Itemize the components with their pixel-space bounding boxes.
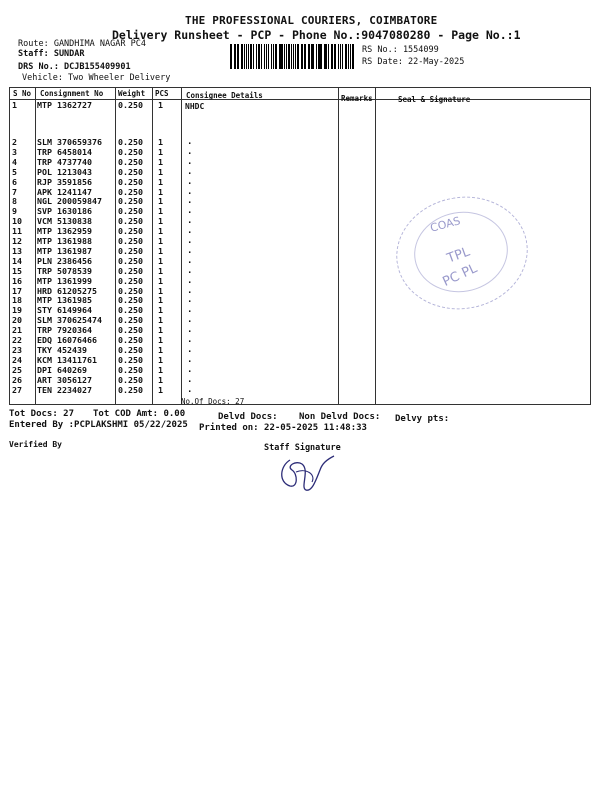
row-consignment-number: SLM 370659376 (37, 137, 102, 147)
barcode-bar (293, 44, 294, 69)
row-consignee-details: . (187, 354, 193, 365)
barcode-bar (230, 44, 232, 69)
barcode-bar (268, 44, 269, 69)
vehicle-label: Vehicle: Two Wheeler Delivery (22, 73, 171, 83)
row-consignee-details: . (187, 265, 193, 276)
row-weight: 0.250 (118, 305, 143, 316)
barcode-bar (280, 44, 282, 69)
row-serial-number: 14 (12, 255, 22, 266)
row-pieces: 1 (158, 166, 163, 177)
barcode-bar (352, 44, 354, 69)
row-serial-number: 13 (12, 245, 22, 256)
barcode-bar (297, 44, 299, 69)
table-row (9, 147, 379, 157)
delivered-docs: Delvd Docs: (218, 412, 278, 422)
barcode-bar (304, 44, 305, 69)
row-serial-number: 10 (12, 216, 22, 227)
row-consignment-number: SVP 1630186 (37, 206, 92, 217)
barcode-bar (312, 44, 314, 69)
row-serial-number: 17 (12, 285, 22, 296)
row-serial-number: 20 (12, 315, 22, 326)
row-weight: 0.250 (118, 364, 143, 375)
table-row (9, 276, 379, 286)
row-consignee-details: . (187, 255, 193, 266)
drs-number: DRS No.: DCJB155409901 (18, 62, 131, 72)
row-consignment-number: KCM 13411761 (37, 354, 97, 365)
barcode-bar (271, 44, 272, 69)
table-row (9, 157, 379, 167)
row-pieces: 1 (158, 236, 163, 246)
row-weight: 0.250 (118, 146, 143, 157)
row-pieces: 1 (158, 315, 163, 326)
barcode-bar (256, 44, 257, 69)
barcode-bar (241, 44, 243, 69)
row-weight: 0.250 (118, 137, 143, 147)
table-row (9, 335, 379, 345)
barcode-bar (264, 44, 265, 69)
row-weight: 0.250 (118, 255, 143, 266)
staff-label: Staff: SUNDAR (18, 49, 85, 59)
row-serial-number: 2 (12, 137, 17, 147)
table-row (9, 196, 379, 206)
delivery-points: Delvy pts: (395, 414, 450, 424)
row-weight: 0.250 (118, 166, 143, 177)
row-consignee-details: . (187, 285, 193, 296)
row-weight: 0.250 (118, 344, 143, 355)
table-row (9, 295, 379, 305)
row-serial-number: 27 (12, 384, 22, 395)
no-of-docs: No.Of Docs: 27 (181, 397, 245, 406)
table-row (9, 236, 379, 246)
table-row (9, 256, 379, 266)
row-serial-number: 16 (12, 275, 22, 286)
row-pieces: 1 (158, 137, 163, 147)
row-pieces: 1 (158, 100, 163, 110)
row-pieces: 1 (158, 285, 163, 296)
row-consignment-number: POL 1213043 (37, 166, 92, 177)
row-consignment-number: MTP 1362959 (37, 226, 92, 237)
row-pieces: 1 (158, 325, 163, 336)
row-consignee-details: . (187, 315, 193, 326)
row-weight: 0.250 (118, 335, 143, 345)
row-weight: 0.250 (118, 285, 143, 296)
barcode-bar (286, 44, 287, 69)
barcode-bar (342, 44, 343, 69)
table-row (9, 345, 379, 355)
row-weight: 0.250 (118, 354, 143, 365)
row-pieces: 1 (158, 335, 163, 345)
row-pieces: 1 (158, 216, 163, 227)
row-consignee-details: . (187, 364, 193, 375)
row-pieces: 1 (158, 305, 163, 316)
row-consignment-number: MTP 1361985 (37, 295, 92, 306)
rs-date: RS Date: 22-May-2025 (362, 57, 465, 67)
row-consignment-number: TRP 5078539 (37, 265, 92, 276)
row-consignee-details: . (187, 186, 193, 197)
row-consignment-number: APK 1241147 (37, 186, 92, 197)
row-consignee-details: . (187, 275, 193, 286)
col-header-pcs: PCS (155, 89, 169, 98)
row-pieces: 1 (158, 176, 163, 187)
table-row (9, 385, 379, 395)
row-weight: 0.250 (118, 226, 143, 237)
stamp-text-top: COAS (428, 214, 462, 235)
barcode-bar (325, 44, 327, 69)
row-pieces: 1 (158, 196, 163, 207)
barcode-bar (288, 44, 290, 69)
row-weight: 0.250 (118, 384, 143, 395)
barcode-bar (273, 44, 275, 69)
barcode-bar (318, 44, 319, 69)
row-weight: 0.250 (118, 236, 143, 246)
row-consignment-number: NGL 200059847 (37, 196, 102, 207)
row-pieces: 1 (158, 146, 163, 157)
route-label: Route: GANDHIMA NAGAR PC4 (18, 39, 146, 49)
row-pieces: 1 (158, 186, 163, 197)
barcode-bar (334, 44, 336, 69)
table-row (9, 305, 379, 315)
row-consignment-number: MTP 1361988 (37, 236, 92, 246)
row-consignment-number: TRP 6458014 (37, 146, 92, 157)
barcode-bar (291, 44, 292, 69)
table-row (9, 246, 379, 256)
row-consignee-details: . (187, 176, 193, 187)
row-consignment-number: MTP 1362727 (37, 100, 92, 110)
row-pieces: 1 (158, 364, 163, 375)
col-header-sno: S No (13, 89, 32, 98)
row-weight: 0.250 (118, 176, 143, 187)
row-weight: 0.250 (118, 295, 143, 306)
barcode-bar (348, 44, 349, 69)
table-row (9, 315, 379, 325)
table-row (9, 100, 379, 110)
table-row (9, 177, 379, 187)
barcode-bar (266, 44, 268, 69)
row-serial-number: 21 (12, 325, 22, 336)
stamp-text-mid: TPL (445, 244, 472, 267)
barcode-bar (345, 44, 347, 69)
row-consignment-number: HRD 61205275 (37, 285, 97, 296)
barcode-bar (261, 44, 262, 69)
row-consignment-number: TKY 452439 (37, 344, 87, 355)
barcode-image (230, 44, 355, 69)
row-serial-number: 19 (12, 305, 22, 316)
barcode-bar (284, 44, 285, 69)
row-weight: 0.250 (118, 100, 143, 110)
table-row (9, 286, 379, 296)
staff-signature-label: Staff Signature (264, 443, 341, 453)
row-consignment-number: SLM 370625474 (37, 315, 102, 326)
row-weight: 0.250 (118, 245, 143, 256)
row-consignment-number: DPI 640269 (37, 364, 87, 375)
row-consignee-details: . (187, 216, 193, 227)
barcode-bar (235, 44, 236, 69)
col-header-seal-signature: Seal & Signature (398, 95, 471, 104)
total-cod-amount: Tot COD Amt: 0.00 (93, 409, 186, 419)
row-weight: 0.250 (118, 186, 143, 197)
barcode-bar (250, 44, 252, 69)
barcode-bar (234, 44, 235, 69)
row-consignment-number: PLN 2386456 (37, 255, 92, 266)
barcode-bar (253, 44, 255, 69)
table-row (9, 325, 379, 335)
row-weight: 0.250 (118, 216, 143, 227)
row-consignee-details: NHDC (185, 102, 205, 111)
row-pieces: 1 (158, 295, 163, 306)
row-consignee-details: . (187, 196, 193, 207)
row-consignee-details: . (187, 245, 193, 256)
row-consignment-number: STY 6149964 (37, 305, 92, 316)
col-header-consignment: Consignment No (40, 89, 104, 98)
row-serial-number: 1 (12, 100, 17, 110)
row-serial-number: 6 (12, 176, 17, 187)
barcode-bar (324, 44, 325, 69)
row-consignment-number: TEN 2234027 (37, 384, 92, 395)
barcode-bar (246, 44, 247, 69)
row-weight: 0.250 (118, 156, 143, 167)
row-serial-number: 4 (12, 156, 17, 167)
row-pieces: 1 (158, 374, 163, 385)
row-pieces: 1 (158, 206, 163, 217)
row-consignment-number: VCM 5130838 (37, 216, 92, 227)
col-header-remarks: Remarks (341, 94, 373, 103)
row-serial-number: 15 (12, 265, 22, 276)
row-consignment-number: MTP 1361987 (37, 245, 92, 256)
row-consignee-details: . (187, 166, 193, 177)
table-row (9, 226, 379, 236)
barcode-bar (350, 44, 351, 69)
row-serial-number: 11 (12, 226, 22, 237)
barcode-bar (332, 44, 333, 69)
row-serial-number: 26 (12, 374, 22, 385)
barcode-bar (328, 44, 329, 69)
table-row (9, 365, 379, 375)
row-pieces: 1 (158, 344, 163, 355)
row-serial-number: 25 (12, 364, 22, 375)
barcode-bar (340, 44, 341, 69)
table-row (9, 137, 379, 147)
row-pieces: 1 (158, 354, 163, 365)
row-consignee-details: . (187, 384, 193, 395)
table-row (9, 206, 379, 216)
row-consignee-details: . (187, 305, 193, 316)
row-consignee-details: . (187, 226, 193, 237)
row-pieces: 1 (158, 245, 163, 256)
row-consignee-details: . (187, 325, 193, 336)
runsheet-title: Delivery Runsheet - PCP - Phone No.:9047080280 - Page No.:1 (112, 28, 521, 42)
row-consignee-details: . (187, 236, 193, 246)
row-consignment-number: EDQ 16076466 (37, 335, 97, 345)
rs-number: RS No.: 1554099 (362, 45, 439, 55)
company-title: THE PROFESSIONAL COURIERS, COIMBATORE (185, 14, 438, 27)
verified-by: Verified By (9, 440, 62, 449)
barcode-bar (279, 44, 280, 69)
row-weight: 0.250 (118, 315, 143, 326)
row-weight: 0.250 (118, 275, 143, 286)
entered-by: Entered By :PCPLAKSHMI 05/22/2025 (9, 420, 188, 430)
table-row (9, 355, 379, 365)
barcode-bar (248, 44, 249, 69)
row-consignee-details: . (187, 137, 193, 147)
col-header-weight: Weight (118, 89, 146, 98)
barcode-bar (258, 44, 260, 69)
row-serial-number: 23 (12, 344, 22, 355)
row-pieces: 1 (158, 255, 163, 266)
barcode-bar (305, 44, 306, 69)
row-serial-number: 24 (12, 354, 22, 365)
row-consignment-number: RJP 3591856 (37, 176, 92, 187)
barcode-bar (237, 44, 239, 69)
printed-on: Printed on: 22-05-2025 11:48:33 (199, 423, 367, 433)
row-weight: 0.250 (118, 206, 143, 217)
total-docs: Tot Docs: 27 (9, 409, 75, 419)
row-consignee-details: . (187, 374, 193, 385)
row-serial-number: 7 (12, 186, 17, 197)
barcode-bar (301, 44, 303, 69)
row-pieces: 1 (158, 275, 163, 286)
row-serial-number: 5 (12, 166, 17, 177)
row-weight: 0.250 (118, 196, 143, 207)
row-serial-number: 3 (12, 146, 17, 157)
table-row (9, 167, 379, 177)
non-delivered-docs: Non Delvd Docs: (299, 412, 381, 422)
barcode-bar (275, 44, 277, 69)
table-row (9, 375, 379, 385)
row-consignee-details: . (187, 335, 193, 345)
row-consignee-details: . (187, 156, 193, 167)
row-pieces: 1 (158, 226, 163, 237)
barcode-bar (244, 44, 245, 69)
row-serial-number: 12 (12, 236, 22, 246)
barcode-bar (319, 44, 321, 69)
stamp-text-bottom: PC PL (440, 261, 480, 290)
row-weight: 0.250 (118, 325, 143, 336)
row-consignee-details: . (187, 146, 193, 157)
row-consignee-details: . (187, 295, 193, 306)
row-pieces: 1 (158, 265, 163, 276)
barcode-bar (331, 44, 332, 69)
row-pieces: 1 (158, 156, 163, 167)
barcode-bar (316, 44, 317, 69)
row-serial-number: 8 (12, 196, 17, 207)
row-consignment-number: TRP 4737740 (37, 156, 92, 167)
row-serial-number: 9 (12, 206, 17, 217)
row-weight: 0.250 (118, 265, 143, 276)
col-header-consignee: Consignee Details (186, 91, 263, 100)
row-consignment-number: MTP 1361999 (37, 275, 92, 286)
barcode-bar (295, 44, 296, 69)
row-serial-number: 22 (12, 335, 22, 345)
row-consignee-details: . (187, 206, 193, 217)
row-consignee-details: . (187, 344, 193, 355)
barcode-bar (308, 44, 310, 69)
row-consignment-number: ART 3056127 (37, 374, 92, 385)
row-pieces: 1 (158, 384, 163, 395)
row-weight: 0.250 (118, 374, 143, 385)
row-consignment-number: TRP 7920364 (37, 325, 92, 336)
handwritten-signature (276, 452, 346, 494)
table-row (9, 187, 379, 197)
table-row (9, 216, 379, 226)
table-row (9, 266, 379, 276)
barcode-bar (338, 44, 340, 69)
row-serial-number: 18 (12, 295, 22, 306)
barcode-bar (311, 44, 312, 69)
